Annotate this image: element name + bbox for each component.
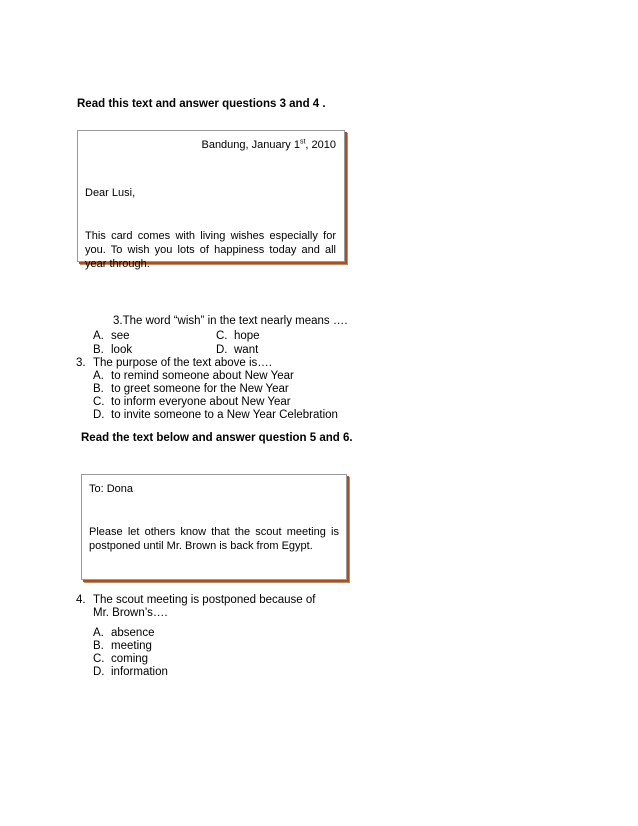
option-a: A. absence (93, 627, 155, 639)
option-c: C. hope (216, 330, 260, 342)
option-d: D. want (216, 344, 259, 356)
option-c: C. coming (93, 653, 149, 665)
card-date-prefix: Bandung, January 1 (201, 139, 300, 151)
question-3-stem: The purpose of the text above is…. (93, 357, 272, 369)
question-4-number: 4. (76, 594, 86, 606)
card-date (201, 138, 336, 152)
option-b: B. to greet someone for the New Year (93, 383, 289, 395)
memo-to: To: Dona (89, 483, 134, 495)
card-date-suffix: , 2010 (305, 139, 336, 151)
card-date-sup: st (299, 138, 306, 146)
option-c: C. to inform everyone about New Year (93, 396, 291, 408)
option-d: D. information (93, 666, 168, 678)
option-a: A. to remind someone about New Year (93, 370, 294, 382)
section-heading-1: Read this text and answer questions 3 and 4 . (77, 98, 326, 110)
card-greeting: Dear Lusi, (85, 187, 136, 199)
option-b: B. meeting (93, 640, 152, 652)
memo-box (81, 474, 347, 580)
greeting-card-box (77, 130, 345, 270)
option-d: D. to invite someone to a New Year Celebration (93, 409, 338, 421)
question-wish-stem: 3.The word “wish” in the text nearly means …. (113, 315, 348, 327)
section-heading-2: Read the text below and answer question 5 and 6. (81, 432, 353, 444)
option-a: A. see (93, 330, 130, 342)
card-body: This card comes with living wishes especially for you. To wish you lots of happiness today and all year through. (85, 230, 336, 270)
question-4-stem-line1: The scout meeting is postponed because of (93, 594, 316, 606)
memo-body: Please let others know that the scout meeting is postponed until Mr. Brown is back from Egypt. (89, 526, 339, 552)
question-4-stem-line2: Mr. Brown’s…. (93, 607, 168, 619)
option-b: B. look (93, 344, 133, 356)
question-3-number: 3. (76, 357, 86, 369)
